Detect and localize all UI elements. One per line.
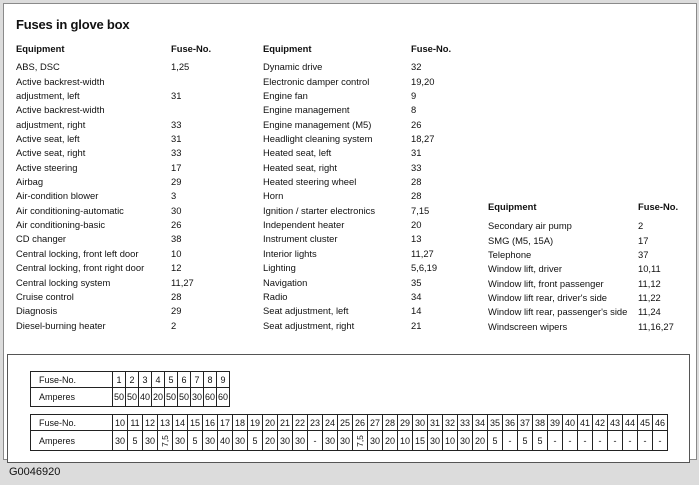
list-item: [263, 304, 471, 318]
fuse-number: 29: [171, 305, 182, 317]
fuse-number-cell: 13: [158, 415, 173, 431]
fuse-number: 11,24: [638, 306, 661, 318]
list-item: [263, 319, 471, 333]
fuse-number-cell: 12: [143, 415, 158, 431]
equipment-header: Equipment: [16, 43, 65, 54]
amperes-cell: 5: [128, 431, 143, 451]
fuse-number-cell: 6: [178, 372, 191, 388]
list-item: [488, 219, 688, 233]
equipment-name: Heated seat, left: [263, 147, 332, 159]
list-item: [263, 118, 471, 132]
amperes-cell: 30: [203, 431, 218, 451]
fuse-number-cell: 24: [323, 415, 338, 431]
list-item: [263, 218, 471, 232]
equipment-name: Secondary air pump: [488, 220, 572, 232]
amperes-cell: -: [608, 431, 623, 451]
equipment-name: Seat adjustment, right: [263, 319, 355, 331]
amperes-cell: 30: [233, 431, 248, 451]
fuse-number-row: [31, 372, 230, 388]
fuse-number-cell: 16: [203, 415, 218, 431]
fuse-no-header: Fuse-No.: [171, 43, 212, 54]
list-item: [16, 247, 231, 261]
fuse-number: 14: [411, 305, 422, 317]
fuse-number: 8: [411, 104, 417, 116]
equipment-name: Window lift rear, driver's side: [488, 292, 608, 304]
fuse-number: 3: [171, 190, 177, 202]
fuse-number: 13: [411, 233, 422, 245]
amperes-cell: 20: [383, 431, 398, 451]
amperes-cell: [353, 431, 368, 451]
equipment-name: Airbag: [16, 176, 44, 188]
fuse-number: 10: [171, 247, 182, 259]
image-id: G0046920: [9, 466, 61, 478]
equipment-name: Instrument cluster: [263, 233, 338, 245]
amperes-cell: [158, 431, 173, 451]
amperes-cell: 30: [458, 431, 473, 451]
fuse-number-row: [31, 415, 668, 431]
fuse-number: 33: [171, 147, 182, 159]
list-item: [263, 161, 471, 175]
fuse-number-cell: 8: [204, 372, 217, 388]
equipment-name: CD changer: [16, 233, 67, 245]
list-item: [263, 89, 471, 103]
amperes-cell: -: [503, 431, 518, 451]
fuse-number: 19,20: [411, 75, 435, 87]
equipment-name: Active steering: [16, 161, 78, 173]
amperes-cell: -: [623, 431, 638, 451]
amperes-cell: 30: [323, 431, 338, 451]
fuse-number-cell: 20: [263, 415, 278, 431]
amperes-cell: -: [563, 431, 578, 451]
list-header: [16, 42, 231, 56]
fuse-number-cell: 45: [638, 415, 653, 431]
list-item: [263, 276, 471, 290]
fuse-number: 11,27: [411, 247, 434, 259]
fuse-number: 21: [411, 319, 422, 331]
equipment-name: Active backrest-width: [16, 75, 105, 87]
fuse-number: 12: [171, 262, 182, 274]
list-rows: [488, 219, 688, 334]
fuse-number: 26: [411, 118, 422, 130]
fuse-number-cell: 17: [218, 415, 233, 431]
amperes-cell: 10: [398, 431, 413, 451]
list-item: [16, 132, 231, 146]
equipment-name: adjustment, left: [16, 90, 80, 102]
amperes-cell: -: [638, 431, 653, 451]
list-item: [263, 204, 471, 218]
list-item: [263, 103, 471, 117]
equipment-name: Active backrest-width: [16, 104, 105, 116]
fuse-number: 28: [411, 190, 422, 202]
equipment-name: Navigation: [263, 276, 308, 288]
equipment-name: Interior lights: [263, 247, 317, 259]
list-header: [263, 42, 471, 56]
equipment-name: Air-condition blower: [16, 190, 99, 202]
amperes-cell: -: [308, 431, 323, 451]
fuse-number: 38: [171, 233, 182, 245]
amperes-row: [31, 388, 230, 407]
list-rows: [16, 60, 231, 333]
equipment-name: adjustment, right: [16, 118, 86, 130]
amperes-cell: 50: [126, 388, 139, 407]
fuse-number: 10,11: [638, 263, 661, 275]
equipment-name: Electronic damper control: [263, 75, 370, 87]
list-item: [263, 261, 471, 275]
fuse-number-cell: 33: [458, 415, 473, 431]
fuse-number: 33: [171, 118, 182, 130]
equipment-name: Central locking system: [16, 276, 111, 288]
equipment-name: Engine fan: [263, 90, 308, 102]
list-item: [16, 261, 231, 275]
amperes-cell: 5: [188, 431, 203, 451]
amperes-cell: 30: [293, 431, 308, 451]
equipment-list-2: [263, 42, 471, 333]
list-item: [263, 75, 471, 89]
amperes-cell: 30: [113, 431, 128, 451]
amperes-cell: 30: [191, 388, 204, 407]
fuse-number-cell: 41: [578, 415, 593, 431]
amperes-cell: 60: [217, 388, 230, 407]
equipment-header: Equipment: [263, 43, 312, 54]
fuse-number-cell: 21: [278, 415, 293, 431]
amperes-row: [31, 431, 668, 451]
fuse-number-cell: 38: [533, 415, 548, 431]
fuse-number-cell: 28: [383, 415, 398, 431]
amperes-cell: 40: [218, 431, 233, 451]
equipment-name: Windscreen wipers: [488, 320, 568, 332]
fuse-number-cell: 35: [488, 415, 503, 431]
fuse-number-cell: 44: [623, 415, 638, 431]
equipment-name: Telephone: [488, 249, 532, 261]
list-item: [16, 60, 231, 74]
list-item: [16, 232, 231, 246]
list-item: [16, 189, 231, 203]
fuse-number-cell: 36: [503, 415, 518, 431]
fuse-number: 11,27: [171, 276, 194, 288]
fuse-number-cell: 25: [338, 415, 353, 431]
list-item: [263, 232, 471, 246]
amperes-cell: 50: [178, 388, 191, 407]
equipment-name: Active seat, left: [16, 133, 80, 145]
list-item: [16, 304, 231, 318]
amperes-cell: 30: [368, 431, 383, 451]
equipment-name: Diesel-burning heater: [16, 319, 106, 331]
fuse-number: 34: [411, 290, 422, 302]
page-frame: [3, 3, 697, 460]
amperes-cell: 10: [443, 431, 458, 451]
equipment-name: Window lift, front passenger: [488, 277, 604, 289]
amperes-cell: 50: [165, 388, 178, 407]
fuse-number: 37: [638, 249, 649, 261]
amperes-cell: 50: [113, 388, 126, 407]
fuse-number: 11,12: [638, 277, 661, 289]
row-label-fuse-no: Fuse-No.: [31, 415, 113, 431]
fuse-number-cell: 31: [428, 415, 443, 431]
equipment-name: Air conditioning-basic: [16, 219, 106, 231]
fuse-number: 35: [411, 276, 422, 288]
amperes-value: 7,5: [159, 434, 170, 447]
fuse-number: 29: [171, 176, 182, 188]
amperes-cell: 5: [488, 431, 503, 451]
page-title: Fuses in glove box: [16, 17, 130, 32]
list-item: [16, 290, 231, 304]
fuse-number-cell: 30: [413, 415, 428, 431]
list-item: [488, 291, 688, 305]
fuse-number-cell: 19: [248, 415, 263, 431]
fuse-number-cell: 5: [165, 372, 178, 388]
fuse-number: 33: [411, 161, 422, 173]
fuse-number: 31: [411, 147, 422, 159]
equipment-name: Window lift, driver: [488, 263, 562, 275]
fuse-number-cell: 14: [173, 415, 188, 431]
amperes-cell: 30: [338, 431, 353, 451]
fuse-number: 7,15: [411, 204, 430, 216]
equipment-name: Headlight cleaning system: [263, 133, 373, 145]
amperes-cell: 15: [413, 431, 428, 451]
fuse-number: 31: [171, 90, 182, 102]
fuse-number-cell: 29: [398, 415, 413, 431]
list-item: [16, 204, 231, 218]
amperes-cell: -: [653, 431, 668, 451]
list-item: [488, 234, 688, 248]
equipment-name: Radio: [263, 290, 288, 302]
fuse-number: 31: [171, 133, 182, 145]
equipment-name: Active seat, right: [16, 147, 86, 159]
fuse-number-cell: 9: [217, 372, 230, 388]
fuse-number-cell: 4: [152, 372, 165, 388]
fuse-amperage-panel: [7, 354, 690, 463]
amperes-value: 7,5: [354, 434, 365, 447]
fuse-number-cell: 10: [113, 415, 128, 431]
list-item: [16, 89, 231, 103]
equipment-name: Air conditioning-automatic: [16, 204, 124, 216]
list-item: [16, 276, 231, 290]
row-label-amperes: Amperes: [31, 431, 113, 451]
fuse-number-cell: 15: [188, 415, 203, 431]
list-item: [16, 75, 231, 89]
equipment-header: Equipment: [488, 201, 537, 212]
equipment-name: Lighting: [263, 262, 296, 274]
amperes-cell: 20: [263, 431, 278, 451]
fuse-number: 5,6,19: [411, 262, 438, 274]
equipment-name: Engine management (M5): [263, 118, 372, 130]
fuse-number-cell: 40: [563, 415, 578, 431]
amperes-cell: 30: [173, 431, 188, 451]
fuse-number-cell: 1: [113, 372, 126, 388]
fuse-number-cell: 27: [368, 415, 383, 431]
equipment-name: Central locking, front right door: [16, 262, 145, 274]
fuse-number-cell: 26: [353, 415, 368, 431]
list-item: [16, 103, 231, 117]
fuse-number-cell: 46: [653, 415, 668, 431]
equipment-list-1: [16, 42, 231, 333]
fuse-number-cell: 34: [473, 415, 488, 431]
equipment-name: Horn: [263, 190, 284, 202]
list-item: [263, 247, 471, 261]
fuse-number-cell: 32: [443, 415, 458, 431]
equipment-name: SMG (M5, 15A): [488, 234, 554, 246]
amperes-cell: 60: [204, 388, 217, 407]
fuse-number: 26: [171, 219, 182, 231]
list-item: [263, 146, 471, 160]
amperes-cell: -: [548, 431, 563, 451]
list-item: [16, 319, 231, 333]
list-item: [16, 118, 231, 132]
list-item: [488, 277, 688, 291]
list-item: [263, 60, 471, 74]
fuse-number: 1,25: [171, 61, 190, 73]
equipment-name: Heated steering wheel: [263, 176, 357, 188]
list-item: [488, 320, 688, 334]
fuse-table-1: [30, 371, 230, 407]
fuse-number: 18,27: [411, 133, 435, 145]
amperes-cell: 20: [473, 431, 488, 451]
fuse-number: 17: [638, 234, 649, 246]
amperes-cell: 5: [533, 431, 548, 451]
fuse-number: 2: [171, 319, 177, 331]
fuse-number-cell: 3: [139, 372, 152, 388]
equipment-name: Cruise control: [16, 290, 74, 302]
fuse-number: 30: [171, 204, 182, 216]
fuse-no-header: Fuse-No.: [638, 201, 679, 212]
list-item: [263, 175, 471, 189]
list-item: [16, 218, 231, 232]
fuse-no-header: Fuse-No.: [411, 43, 452, 54]
fuse-number: 11,22: [638, 292, 661, 304]
amperes-cell: 30: [143, 431, 158, 451]
row-label-amperes: Amperes: [31, 388, 113, 407]
equipment-name: Central locking, front left door: [16, 247, 139, 259]
fuse-number: 28: [411, 176, 422, 188]
fuse-number-cell: 11: [128, 415, 143, 431]
fuse-number: [171, 75, 231, 89]
list-item: [263, 132, 471, 146]
equipment-name: Window lift rear, passenger's side: [488, 306, 628, 318]
equipment-name: Dynamic drive: [263, 61, 323, 73]
list-item: [488, 262, 688, 276]
amperes-cell: -: [593, 431, 608, 451]
equipment-name: ABS, DSC: [16, 61, 60, 73]
fuse-number-cell: 22: [293, 415, 308, 431]
list-item: [263, 290, 471, 304]
fuse-number: 11,16,27: [638, 320, 674, 332]
list-item: [263, 189, 471, 203]
amperes-cell: 40: [139, 388, 152, 407]
amperes-cell: 30: [278, 431, 293, 451]
fuse-number-cell: 39: [548, 415, 563, 431]
list-item: [16, 146, 231, 160]
fuse-table-2: [30, 414, 668, 451]
amperes-cell: 30: [428, 431, 443, 451]
equipment-name: Diagnosis: [16, 305, 58, 317]
fuse-number-cell: 37: [518, 415, 533, 431]
amperes-cell: 5: [248, 431, 263, 451]
equipment-list-3: [488, 200, 688, 334]
fuse-number: 32: [411, 61, 422, 73]
list-item: [16, 175, 231, 189]
equipment-name: Heated seat, right: [263, 161, 338, 173]
equipment-name: Engine management: [263, 104, 350, 116]
fuse-number: 28: [171, 290, 182, 302]
fuse-number-cell: 43: [608, 415, 623, 431]
fuse-number: 20: [411, 219, 422, 231]
amperes-cell: -: [578, 431, 593, 451]
row-label-fuse-no: Fuse-No.: [31, 372, 113, 388]
list-header: [488, 200, 688, 214]
fuse-number-cell: 7: [191, 372, 204, 388]
fuse-number: [171, 103, 231, 117]
list-item: [488, 248, 688, 262]
amperes-cell: 5: [518, 431, 533, 451]
list-rows: [263, 60, 471, 333]
amperes-cell: 20: [152, 388, 165, 407]
fuse-number-cell: 2: [126, 372, 139, 388]
equipment-name: Independent heater: [263, 219, 345, 231]
fuse-number: 2: [638, 220, 644, 232]
list-item: [488, 305, 688, 319]
fuse-number: 17: [171, 161, 182, 173]
list-item: [16, 161, 231, 175]
equipment-name: Seat adjustment, left: [263, 305, 349, 317]
fuse-number-cell: 23: [308, 415, 323, 431]
fuse-number-cell: 18: [233, 415, 248, 431]
fuse-number: 9: [411, 90, 417, 102]
fuse-number-cell: 42: [593, 415, 608, 431]
equipment-name: Ignition / starter electronics: [263, 204, 376, 216]
